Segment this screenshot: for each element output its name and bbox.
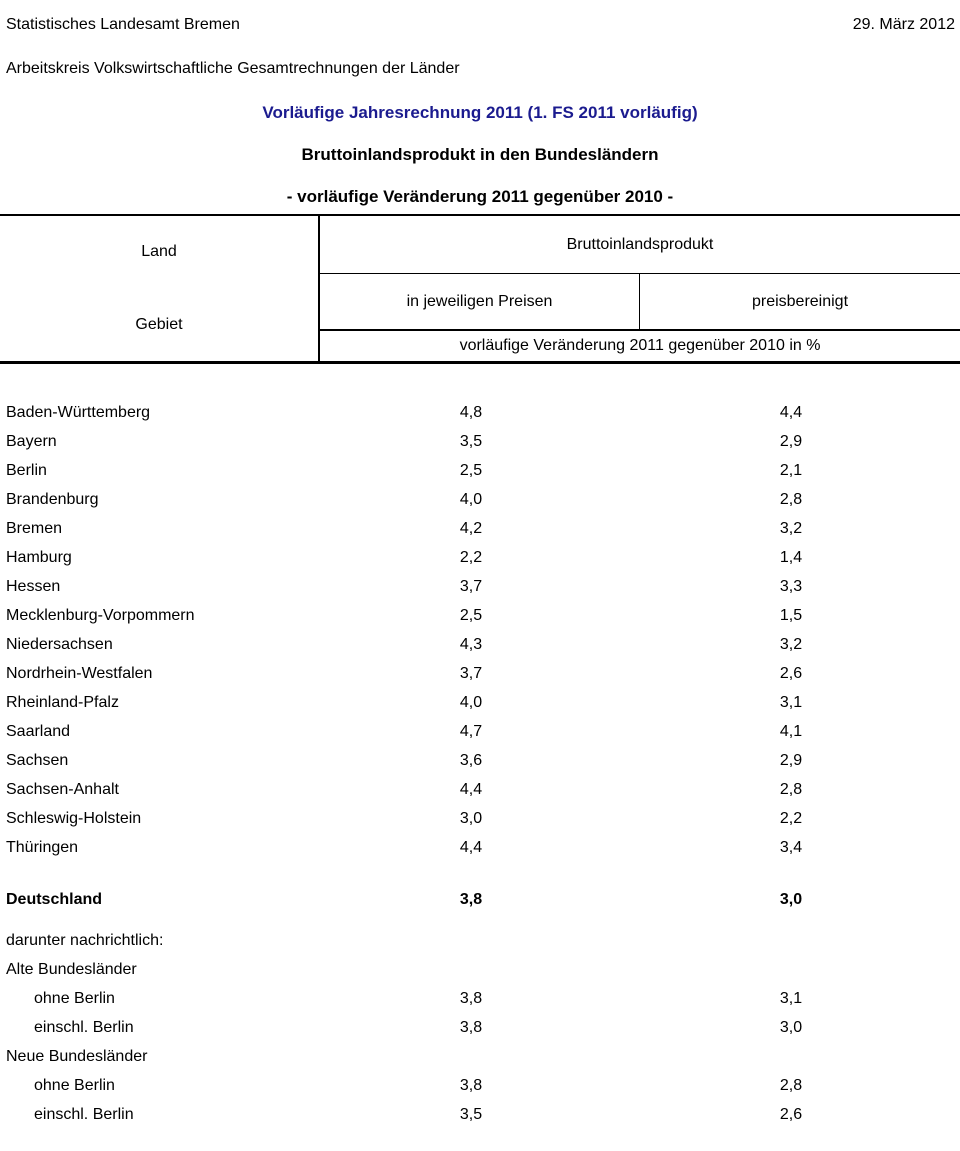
memo-row-label: ohne Berlin bbox=[34, 990, 115, 1007]
header-cell-land-gebiet bbox=[0, 216, 320, 361]
real-value: 3,3 bbox=[779, 578, 803, 595]
table-row bbox=[0, 1013, 960, 1042]
state-label: Hessen bbox=[6, 578, 61, 595]
table-row bbox=[0, 688, 960, 717]
table-row bbox=[0, 775, 960, 804]
table-row bbox=[0, 456, 960, 485]
state-label: Schleswig-Holstein bbox=[6, 810, 142, 827]
nominal-value: 3,5 bbox=[459, 433, 483, 450]
subject-title: Bruttoinlandsprodukt in den Bundesländern bbox=[301, 145, 659, 164]
nominal-value: 2,5 bbox=[459, 607, 483, 624]
real-value: 2,6 bbox=[779, 665, 803, 682]
header-group-bip: Bruttoinlandsprodukt bbox=[320, 216, 960, 274]
state-label: Nordrhein-Westfalen bbox=[6, 665, 153, 682]
memo-row-label: einschl. Berlin bbox=[34, 1019, 134, 1036]
real-value: 4,4 bbox=[779, 404, 803, 421]
memo-group-label: Alte Bundesländer bbox=[6, 961, 137, 978]
state-label: Saarland bbox=[6, 723, 71, 740]
real-value: 3,4 bbox=[779, 839, 803, 856]
nominal-value: 4,0 bbox=[459, 694, 483, 711]
table-row bbox=[0, 804, 960, 833]
real-value: 3,0 bbox=[779, 891, 803, 908]
nominal-value: 3,0 bbox=[459, 810, 483, 827]
memo-row-label: ohne Berlin bbox=[34, 1077, 115, 1094]
nominal-value: 3,6 bbox=[459, 752, 483, 769]
nominal-value: 3,8 bbox=[459, 1019, 483, 1036]
nominal-value: 2,2 bbox=[459, 549, 483, 566]
state-label: Rheinland-Pfalz bbox=[6, 694, 119, 711]
real-value: 2,1 bbox=[779, 462, 803, 479]
memo-heading-row bbox=[0, 926, 960, 955]
comparison-subtitle: - vorläufige Veränderung 2011 gegenüber 2010 - bbox=[286, 187, 674, 206]
real-value: 2,8 bbox=[779, 1077, 803, 1094]
nominal-value: 3,7 bbox=[459, 578, 483, 595]
letterhead bbox=[0, 0, 960, 34]
table-row bbox=[0, 514, 960, 543]
table-header bbox=[0, 214, 960, 364]
nominal-value: 4,2 bbox=[459, 520, 483, 537]
real-value: 3,0 bbox=[779, 1019, 803, 1036]
state-label: Thüringen bbox=[6, 839, 79, 856]
release-title: Vorläufige Jahresrechnung 2011 (1. FS 2011 vorläufig) bbox=[262, 103, 698, 122]
memo-group-label: Neue Bundesländer bbox=[6, 1048, 148, 1065]
table-row bbox=[0, 630, 960, 659]
table-row bbox=[0, 717, 960, 746]
agency-name: Statistisches Landesamt Bremen bbox=[6, 16, 240, 33]
header-label-gebiet: Gebiet bbox=[135, 315, 183, 333]
real-value: 3,2 bbox=[779, 636, 803, 653]
real-value: 1,5 bbox=[779, 607, 803, 624]
real-value: 2,8 bbox=[779, 491, 803, 508]
table-body bbox=[0, 398, 960, 1129]
real-value: 4,1 bbox=[779, 723, 803, 740]
real-value: 1,4 bbox=[779, 549, 803, 566]
state-label: Brandenburg bbox=[6, 491, 99, 508]
state-label: Hamburg bbox=[6, 549, 72, 566]
state-label: Niedersachsen bbox=[6, 636, 113, 653]
table-row bbox=[0, 485, 960, 514]
memo-group-row bbox=[0, 1042, 960, 1071]
table-row bbox=[0, 984, 960, 1013]
nominal-value: 3,8 bbox=[459, 891, 483, 908]
table-row bbox=[0, 659, 960, 688]
table-row bbox=[0, 746, 960, 775]
memo-group-row bbox=[0, 955, 960, 984]
real-value: 2,6 bbox=[779, 1106, 803, 1123]
table-row-germany-total bbox=[0, 885, 960, 914]
state-label: Bayern bbox=[6, 433, 57, 450]
real-value: 3,2 bbox=[779, 520, 803, 537]
real-value: 2,9 bbox=[779, 433, 803, 450]
header-col-nominal: in jeweiligen Preisen bbox=[320, 274, 640, 331]
nominal-value: 4,7 bbox=[459, 723, 483, 740]
header-label-land: Land bbox=[141, 243, 177, 261]
table-row bbox=[0, 601, 960, 630]
nominal-value: 3,7 bbox=[459, 665, 483, 682]
real-value: 3,1 bbox=[779, 694, 803, 711]
header-unit-note: vorläufige Veränderung 2011 gegenüber 2010 in % bbox=[459, 337, 821, 354]
nominal-value: 2,5 bbox=[459, 462, 483, 479]
state-label: Mecklenburg-Vorpommern bbox=[6, 607, 195, 624]
country-label: Deutschland bbox=[6, 891, 103, 908]
state-label: Berlin bbox=[6, 462, 47, 479]
nominal-value: 4,4 bbox=[459, 781, 483, 798]
table-row bbox=[0, 427, 960, 456]
document-date: 29. März 2012 bbox=[852, 16, 955, 33]
real-value: 2,9 bbox=[779, 752, 803, 769]
real-value: 2,2 bbox=[779, 810, 803, 827]
header-col-real: preisbereinigt bbox=[640, 274, 960, 331]
nominal-value: 3,8 bbox=[459, 990, 483, 1007]
nominal-value: 4,4 bbox=[459, 839, 483, 856]
memo-row-label: einschl. Berlin bbox=[34, 1106, 134, 1123]
nominal-value: 4,8 bbox=[459, 404, 483, 421]
table-row bbox=[0, 1071, 960, 1100]
table-row bbox=[0, 833, 960, 862]
table-row bbox=[0, 543, 960, 572]
state-label: Sachsen-Anhalt bbox=[6, 781, 119, 798]
table-row bbox=[0, 572, 960, 601]
nominal-value: 3,8 bbox=[459, 1077, 483, 1094]
state-label: Baden-Württemberg bbox=[6, 404, 151, 421]
nominal-value: 4,3 bbox=[459, 636, 483, 653]
nominal-value: 4,0 bbox=[459, 491, 483, 508]
real-value: 3,1 bbox=[779, 990, 803, 1007]
table-row bbox=[0, 1100, 960, 1129]
real-value: 2,8 bbox=[779, 781, 803, 798]
working-group-line: Arbeitskreis Volkswirtschaftliche Gesamtrechnungen der Länder bbox=[6, 60, 460, 77]
state-label: Bremen bbox=[6, 520, 63, 537]
nominal-value: 3,5 bbox=[459, 1106, 483, 1123]
state-label: Sachsen bbox=[6, 752, 69, 769]
memo-heading: darunter nachrichtlich: bbox=[6, 932, 164, 949]
table-row bbox=[0, 398, 960, 427]
